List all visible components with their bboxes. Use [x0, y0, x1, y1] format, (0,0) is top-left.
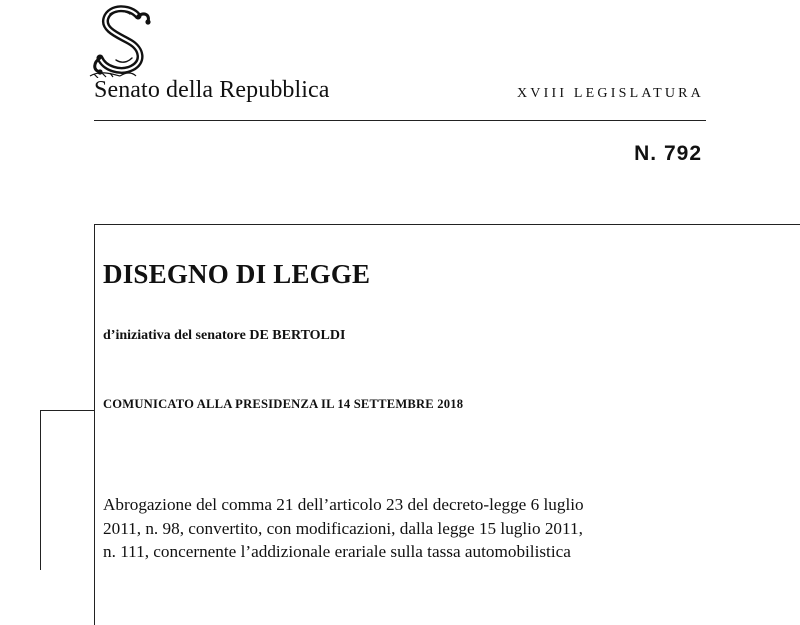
initiative-line — [103, 328, 345, 344]
communication-date: COMUNICATO ALLA PRESIDENZA IL 14 SETTEMBRE 2018 — [103, 397, 464, 411]
initiative-prefix: d’iniziativa del senatore — [103, 328, 246, 343]
header-divider — [94, 120, 706, 121]
document-number: N. 792 — [634, 142, 702, 165]
bill-subject-line: 2011, n. 98, convertito, con modificazioni, dalla legge 15 luglio 2011, — [103, 518, 583, 538]
side-tab-top-border — [40, 410, 95, 411]
senate-s-emblem-icon — [86, 4, 162, 78]
bill-title: DISEGNO DI LEGGE — [103, 259, 371, 289]
side-tab-left-border — [40, 410, 41, 570]
bill-subject — [103, 493, 723, 564]
bill-subject-line: Abrogazione del comma 21 dell’articolo 23 del decreto-legge 6 luglio — [103, 495, 584, 514]
senate-name: Senato della Repubblica — [94, 77, 330, 103]
legislature-label: XVIII LEGISLATURA — [517, 86, 704, 101]
initiative-author: DE BERTOLDI — [249, 328, 346, 343]
bill-subject-line: n. 111, concernente l’addizionale erariale sulla tassa automobilistica — [103, 542, 571, 562]
